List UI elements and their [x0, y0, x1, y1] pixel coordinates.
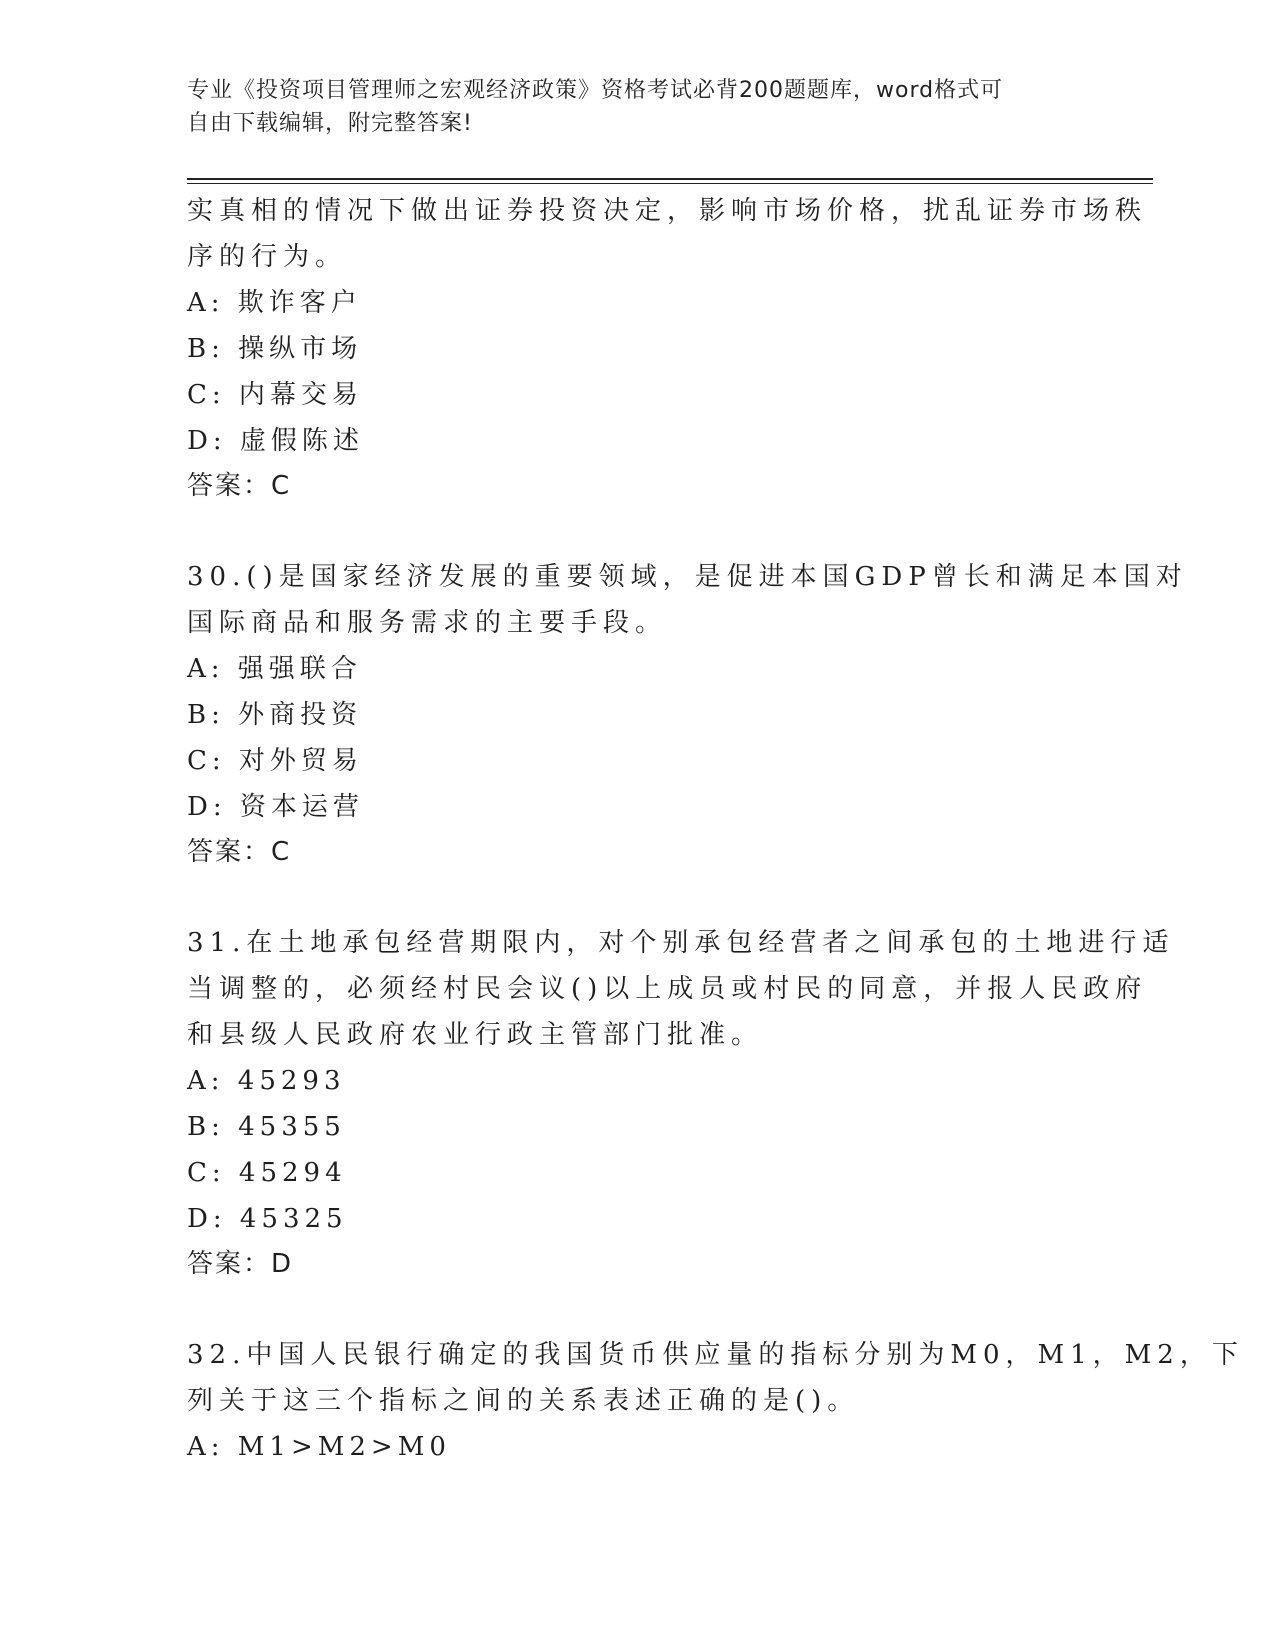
question-text-line: 32.中国人民银行确定的我国货币供应量的指标分别为M0，M1，M2，下	[187, 1340, 1244, 1370]
option-b: B: 外商投资	[187, 700, 363, 730]
header-line-1: 专业《投资项目管理师之宏观经济政策》资格考试必背200题题库，word格式可	[187, 78, 1004, 103]
question-text-line: 和县级人民政府农业行政主管部门批准。	[187, 1020, 764, 1050]
option-c: C: 对外贸易	[187, 746, 363, 776]
option-d: D: 45325	[187, 1204, 348, 1234]
question-text-line: 当调整的，必须经村民会议()以上成员或村民的同意，并报人民政府	[187, 974, 1148, 1004]
answer: 答案：C	[187, 837, 292, 867]
question-text-line: 31.在土地承包经营期限内，对个别承包经营者之间承包的土地进行适	[187, 928, 1175, 958]
option-b: B: 45355	[187, 1112, 346, 1142]
spacer	[187, 508, 1087, 554]
question-29	[187, 188, 1148, 508]
header-divider-thick	[187, 178, 1153, 180]
option-a: A: 欺诈客户	[187, 288, 362, 318]
option-a: A: 强强联合	[187, 654, 362, 684]
answer: 答案：D	[187, 1249, 294, 1279]
question-32	[187, 1332, 1244, 1470]
option-a: A: M1>M2>M0	[187, 1432, 451, 1462]
option-b: B: 操纵市场	[187, 334, 363, 364]
spacer	[187, 874, 1087, 920]
question-text-line: 30.()是国家经济发展的重要领域，是促进本国GDP曾长和满足本国对	[187, 562, 1188, 592]
header-line-2: 自由下载编辑，附完整答案!	[187, 111, 473, 136]
answer: 答案：C	[187, 471, 292, 501]
spacer	[187, 1286, 1087, 1332]
option-d: D: 虚假陈述	[187, 426, 364, 456]
option-a: A: 45293	[187, 1066, 346, 1096]
question-list	[187, 188, 1244, 1470]
option-c: C: 内幕交易	[187, 380, 363, 410]
question-text-line: 实真相的情况下做出证券投资决定，影响市场价格，扰乱证券市场秩	[187, 196, 1148, 226]
document-header	[187, 74, 1067, 140]
option-d: D: 资本运营	[187, 792, 364, 822]
header-divider-thin	[187, 183, 1153, 184]
question-text-line: 序的行为。	[187, 242, 348, 272]
option-c: C: 45294	[187, 1158, 347, 1188]
question-text-line: 列关于这三个指标之间的关系表述正确的是()。	[187, 1386, 860, 1416]
question-31	[187, 920, 1175, 1286]
question-text-line: 国际商品和服务需求的主要手段。	[187, 608, 668, 638]
question-30	[187, 554, 1188, 874]
